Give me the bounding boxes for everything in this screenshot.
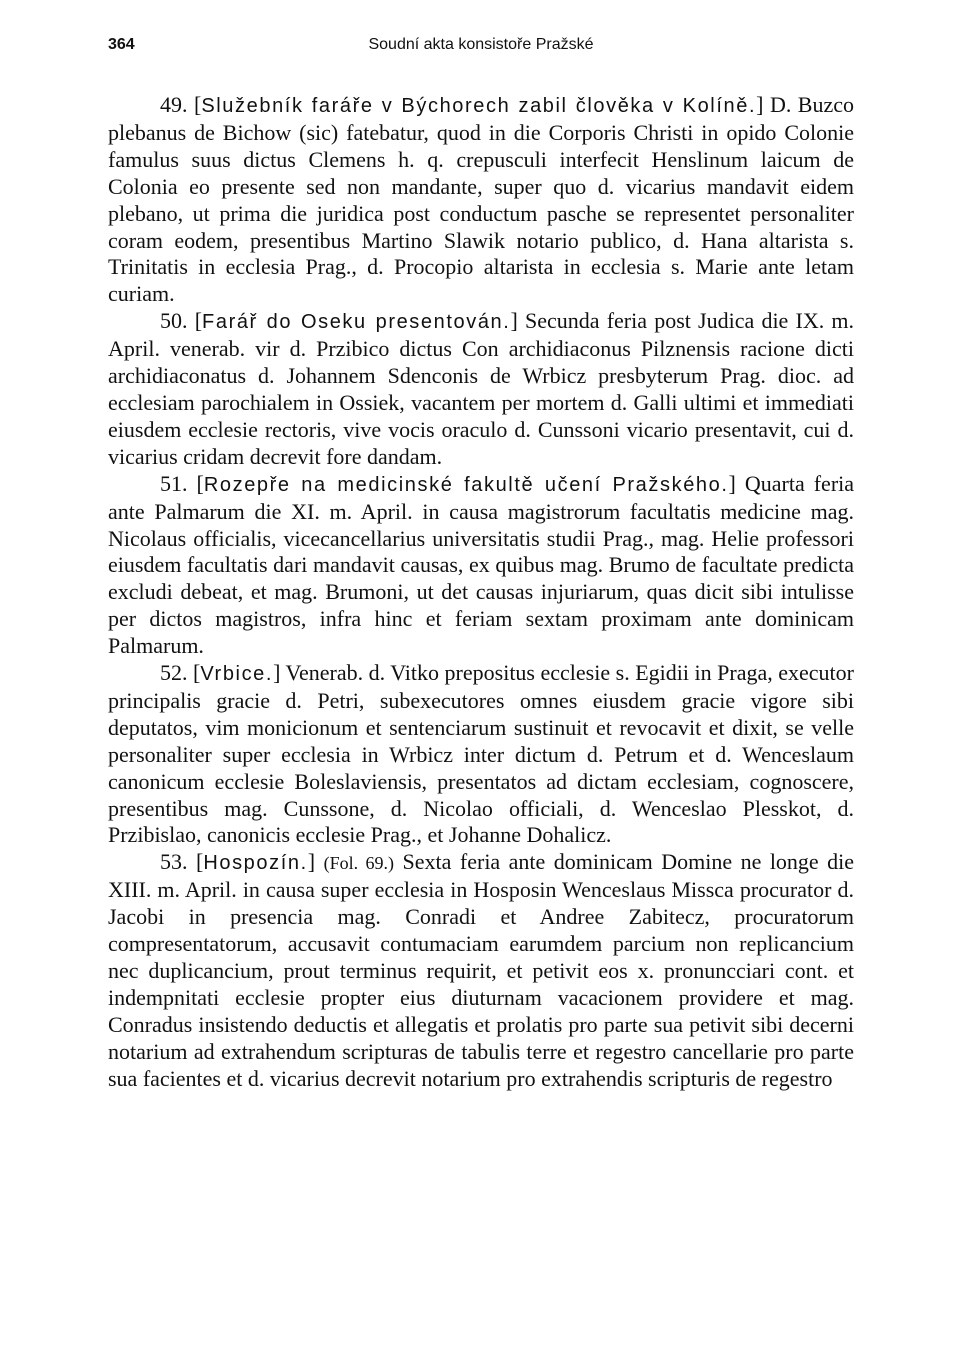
entry-text: Sexta feria ante dominicam Domine ne longe die XIII. m. April. in causa super ecclesia in Hosposin Wenceslaus Missca procurator d. Jacobi in presencia mag. Conradi et Andree Zabitecz, procuratorum compresentatorum, accusavit contumaciam earumdem parcium non replicancium nec duplicancium, prout terminus requirit, et petivit eos x. pronuncciari cont. et indempnitati ecclesie propter eius diuturnam vacacionem providere et mag. Conradus insistendo deductis et allegatis et prolatis pro parte sua petivit sibi decerni notarium ad extrahendum scripturas de tabulis terre et regestro cancellarie pro parte sua facientes et d. vicarius decrevit notarium pro extrahendis scripturis de regestro: [108, 849, 855, 1091]
entry-number: 52.: [160, 660, 188, 686]
document-body: [108, 92, 854, 1093]
entry-heading: Služebník faráře v Býchorech zabil člověka v Kolíně.: [201, 95, 757, 117]
entry-49: [108, 92, 854, 308]
bracket-close: ]: [756, 92, 764, 117]
page-header: [108, 36, 854, 60]
entry-heading: Hospozín.: [203, 852, 308, 875]
bracket-close: ]: [307, 849, 316, 875]
entry-52: [108, 660, 854, 849]
bracket-open: [: [194, 92, 202, 117]
bracket-open: [: [194, 308, 203, 334]
entry-number: 49.: [160, 92, 188, 117]
entry-50: [108, 308, 854, 470]
page-number: 364: [108, 36, 135, 53]
entry-text: Quarta feria ante Palmarum die XI. m. April. in causa magistrorum facultatis medicine mag. Nicolaus officialis, vicecancellarius universitatis studii Prag., mag. Helie professori eiusdem facultatis dari mandavit causas, ex quibus mag. Brumo de facultate predicta excludi debeat, et mag. Brumoni, ut det causas injuriarum, quas dicit sibi intulisse per dictos magistros, infra hinc et feriam sextam proximam ante dominicam Palmarum.: [108, 470, 855, 659]
folio-reference: (Fol. 69.): [323, 853, 395, 874]
entry-number: 51.: [160, 470, 188, 496]
bracket-close: ]: [510, 308, 518, 334]
entry-text: D. Buzco plebanus de Bichow (sic) fatebatur, quod in die Corporis Christi in opido Colonie famulus suus dictus Clemens h. q. crepusculi interfecit Henslinum laicum de Colonia eo presente sed non mandante, super quo d. vicarius mandavit eidem plebano, ut prima die juridica post conductum pasche se representet personaliter coram eodem, presentibus Martino Slawik notario publico, d. Hana altarista s. Trinitatis in ecclesia Prag., d. Procopio altarista in ecclesia s. Marie ante letam curiam.: [108, 92, 855, 307]
entry-number: 50.: [160, 308, 188, 334]
entry-heading: Vrbice.: [200, 663, 274, 686]
entry-51: [108, 471, 854, 660]
bracket-open: [: [195, 849, 204, 875]
entry-text: Secunda feria post Judica die IX. m. April. venerab. vir d. Przibico dictus Con archidiaconus Pilznensis racione dicti archidiaconatus d. Johannem Sdenconis de Wrbicz presbyterum Prag. dioc. ad ecclesiam parochialem in Ossiek, vacantem per mortem d. Galli ultimi et immediati eiusdem ecclesie rectoris, vive vocis oraculo d. Cunssoni vicario presentavit, cui d. vicarius cridam decrevit fore dandam.: [108, 308, 855, 469]
bracket-open: [: [196, 470, 204, 496]
bracket-close: ]: [273, 660, 281, 686]
entry-heading: Farář do Oseku presentován.: [202, 311, 511, 334]
entry-53: [108, 849, 854, 1092]
entry-heading: Rozepře na medicinské fakultě učení Pražského.: [203, 473, 729, 496]
entry-number: 53.: [160, 849, 188, 875]
bracket-close: ]: [728, 470, 736, 496]
entry-text: Venerab. d. Vitko prepositus ecclesie s. Egidii in Praga, executor principalis gracie d. Petri, subexecutores omnes eiusdem gracie vigore sibi deputatos, vim monicionum et sentenciarum sustinuit et revocavit et dixit, se velle personaliter super ecclesia in Wrbicz inter dictum d. Petrum et d. Wenceslaum canonicum ecclesie Boleslaviensis, presentatos ad dictam ecclesiam, cognoscere, presentibus mag. Cunssone, d. Nicolao officiali, d. Wenceslao Plesskot, d. Przibislao, canonicis ecclesie Prag., et Johanne Dohalicz.: [108, 660, 854, 848]
bracket-open: [: [193, 660, 201, 686]
running-title: Soudní akta konsistoře Pražské: [368, 36, 594, 53]
